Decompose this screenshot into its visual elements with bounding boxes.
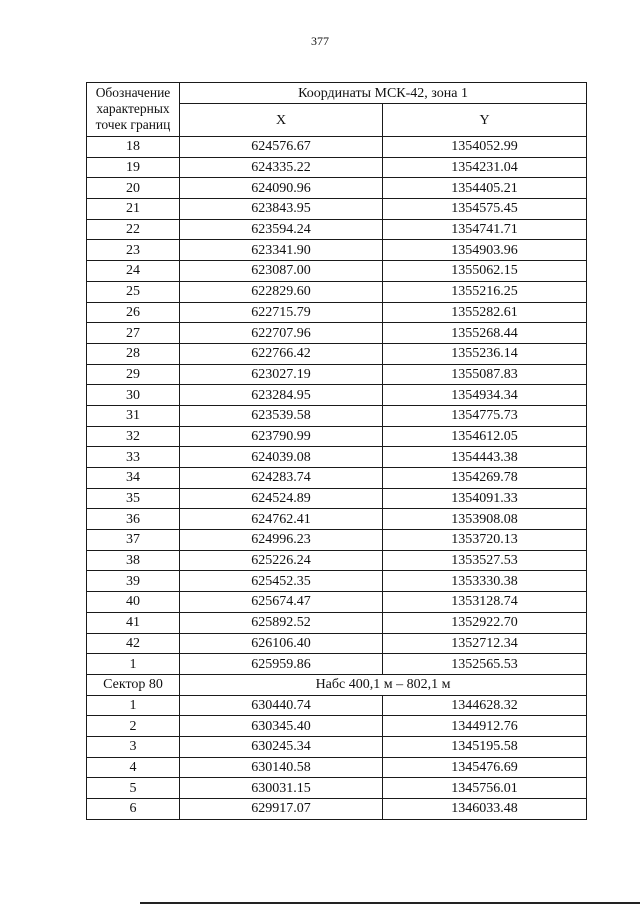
point-number-cell: 21 [87,199,180,220]
x-coordinate-cell: 622829.60 [180,281,383,302]
y-coordinate-cell: 1354269.78 [383,468,587,489]
y-coordinate-cell: 1352565.53 [383,654,587,675]
point-label-header [87,83,180,137]
point-number-cell: 37 [87,530,180,551]
point-number-cell: 33 [87,447,180,468]
point-number-cell: 38 [87,550,180,571]
y-coordinate-cell: 1345195.58 [383,736,587,757]
y-coordinate-cell: 1353527.53 [383,550,587,571]
y-coordinate-cell: 1345476.69 [383,757,587,778]
y-coordinate-cell: 1354405.21 [383,178,587,199]
point-number-cell: 36 [87,509,180,530]
point-number-cell: 22 [87,219,180,240]
point-number-cell: 35 [87,488,180,509]
x-coordinate-cell: 630345.40 [180,716,383,737]
x-coordinate-cell: 625674.47 [180,592,383,613]
point-number-cell: 19 [87,157,180,178]
y-coordinate-cell: 1352712.34 [383,633,587,654]
x-coordinate-cell: 624762.41 [180,509,383,530]
point-number-cell: 42 [87,633,180,654]
point-number-cell: 27 [87,323,180,344]
point-number-cell: 28 [87,343,180,364]
coordinates-table [86,82,587,820]
point-label-header-line2: характерных [96,101,170,116]
x-coordinate-cell: 623027.19 [180,364,383,385]
table-row [87,592,587,613]
point-number-cell: 1 [87,654,180,675]
x-coordinate-cell: 624996.23 [180,530,383,551]
scan-edge-line [140,902,640,904]
table-row [87,261,587,282]
x-coordinate-cell: 623087.00 [180,261,383,282]
y-coordinate-cell: 1354775.73 [383,405,587,426]
point-number-cell: 24 [87,261,180,282]
x-coordinate-cell: 624335.22 [180,157,383,178]
table-row [87,571,587,592]
table-row [87,633,587,654]
point-number-cell: 29 [87,364,180,385]
point-number-cell: 41 [87,612,180,633]
table-row [87,343,587,364]
x-coordinate-cell: 626106.40 [180,633,383,654]
point-number-cell: 31 [87,405,180,426]
y-coordinate-cell: 1353908.08 [383,509,587,530]
table-row [87,530,587,551]
sector-row [87,674,587,695]
y-coordinate-cell: 1354052.99 [383,137,587,158]
y-coordinate-cell: 1353720.13 [383,530,587,551]
y-coordinate-cell: 1355087.83 [383,364,587,385]
point-number-cell: 40 [87,592,180,613]
x-coordinate-cell: 624283.74 [180,468,383,489]
point-number-cell: 2 [87,716,180,737]
table-row [87,405,587,426]
sector-rows [87,695,587,819]
y-coordinate-cell: 1354934.34 [383,385,587,406]
y-coordinate-cell: 1355236.14 [383,343,587,364]
y-coordinate-cell: 1355216.25 [383,281,587,302]
coord-system-header: Координаты МСК-42, зона 1 [180,83,587,104]
y-coordinate-cell: 1344912.76 [383,716,587,737]
point-number-cell: 4 [87,757,180,778]
x-coordinate-cell: 625892.52 [180,612,383,633]
table-row [87,281,587,302]
table-row [87,323,587,344]
table-row [87,716,587,737]
y-coordinate-cell: 1355282.61 [383,302,587,323]
x-coordinate-cell: 622707.96 [180,323,383,344]
table-row [87,240,587,261]
table-row [87,157,587,178]
point-number-cell: 39 [87,571,180,592]
point-number-cell: 26 [87,302,180,323]
table-row [87,736,587,757]
x-coordinate-cell: 630140.58 [180,757,383,778]
point-number-cell: 34 [87,468,180,489]
y-coordinate-cell: 1346033.48 [383,799,587,820]
table-row [87,488,587,509]
x-coordinate-cell: 630031.15 [180,778,383,799]
x-coordinate-cell: 625452.35 [180,571,383,592]
point-number-cell: 30 [87,385,180,406]
table-row [87,799,587,820]
x-coordinate-cell: 630440.74 [180,695,383,716]
x-coordinate-cell: 624039.08 [180,447,383,468]
point-number-cell: 25 [87,281,180,302]
y-header: Y [383,104,587,137]
y-coordinate-cell: 1345756.01 [383,778,587,799]
point-number-cell: 18 [87,137,180,158]
x-coordinate-cell: 622766.42 [180,343,383,364]
table-row [87,137,587,158]
x-coordinate-cell: 623341.90 [180,240,383,261]
point-label-header-line1: Обозначение [95,85,171,100]
table-row [87,695,587,716]
table-row [87,654,587,675]
y-coordinate-cell: 1354231.04 [383,157,587,178]
point-number-cell: 20 [87,178,180,199]
x-coordinate-cell: 630245.34 [180,736,383,757]
y-coordinate-cell: 1354741.71 [383,219,587,240]
table-row [87,219,587,240]
y-coordinate-cell: 1354091.33 [383,488,587,509]
x-header: X [180,104,383,137]
table-row [87,302,587,323]
x-coordinate-cell: 623843.95 [180,199,383,220]
point-number-cell: 3 [87,736,180,757]
x-coordinate-cell: 623594.24 [180,219,383,240]
table-row [87,385,587,406]
y-coordinate-cell: 1354903.96 [383,240,587,261]
table-row [87,199,587,220]
table-row [87,550,587,571]
table-row [87,778,587,799]
point-label-header-line3: точек границ [95,117,171,132]
table-header [87,83,587,137]
table-row [87,757,587,778]
table-row [87,364,587,385]
x-coordinate-cell: 623790.99 [180,426,383,447]
y-coordinate-cell: 1344628.32 [383,695,587,716]
table-row [87,426,587,447]
table-row [87,447,587,468]
point-number-cell: 32 [87,426,180,447]
x-coordinate-cell: 625959.86 [180,654,383,675]
y-coordinate-cell: 1353330.38 [383,571,587,592]
x-coordinate-cell: 623284.95 [180,385,383,406]
x-coordinate-cell: 624524.89 [180,488,383,509]
x-coordinate-cell: 624576.67 [180,137,383,158]
x-coordinate-cell: 629917.07 [180,799,383,820]
sector-label: Сектор 80 [87,674,180,695]
y-coordinate-cell: 1352922.70 [383,612,587,633]
y-coordinate-cell: 1355062.15 [383,261,587,282]
x-coordinate-cell: 623539.58 [180,405,383,426]
table-row [87,612,587,633]
table-row [87,509,587,530]
page-number: 377 [311,34,329,48]
point-number-cell: 6 [87,799,180,820]
y-coordinate-cell: 1355268.44 [383,323,587,344]
sector-section [87,674,587,695]
point-number-cell: 5 [87,778,180,799]
main-rows [87,137,587,675]
y-coordinate-cell: 1354575.45 [383,199,587,220]
y-coordinate-cell: 1354443.38 [383,447,587,468]
point-number-cell: 23 [87,240,180,261]
y-coordinate-cell: 1354612.05 [383,426,587,447]
x-coordinate-cell: 624090.96 [180,178,383,199]
point-number-cell: 1 [87,695,180,716]
x-coordinate-cell: 622715.79 [180,302,383,323]
x-coordinate-cell: 625226.24 [180,550,383,571]
table-row [87,468,587,489]
sector-altitude: Набс 400,1 м – 802,1 м [180,674,587,695]
y-coordinate-cell: 1353128.74 [383,592,587,613]
table-row [87,178,587,199]
